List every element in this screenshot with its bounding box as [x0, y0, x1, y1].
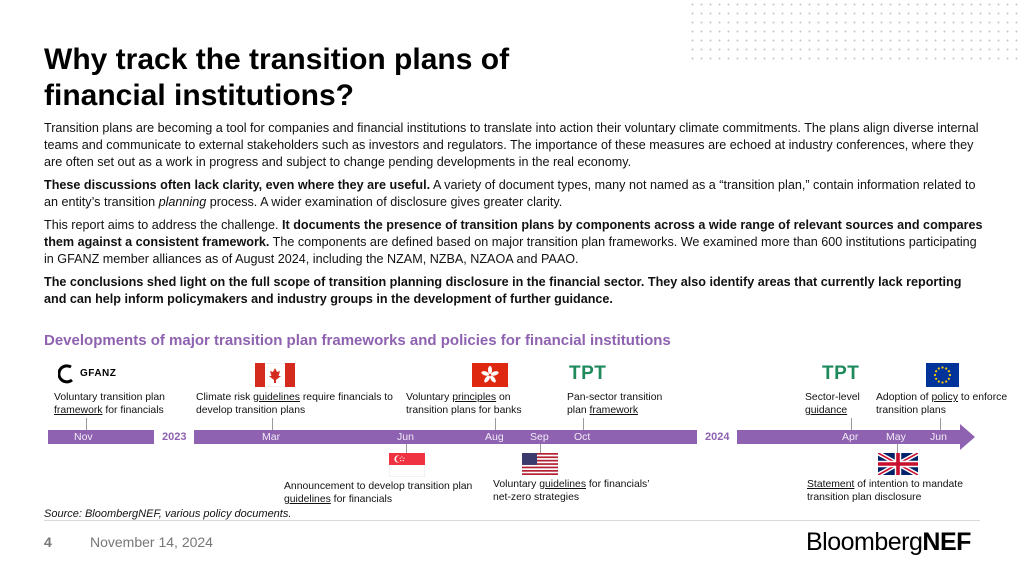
month-jun: Jun: [397, 431, 414, 443]
paragraph-3: [44, 217, 984, 268]
event-hong-kong: [406, 391, 541, 417]
event-singapore-text-a: Announcement to develop transition plan: [284, 481, 473, 492]
event-singapore-text-b: for financials: [330, 494, 393, 505]
month-aug: Aug: [485, 431, 504, 443]
event-gfanz-text-b: for financials: [102, 405, 164, 416]
paragraph-4: [44, 274, 984, 308]
bloombergnef-logo: [806, 528, 971, 557]
event-tpt-framework: [567, 391, 682, 417]
event-us-text-a: Voluntary: [493, 479, 540, 490]
eu-flag-icon: [926, 363, 959, 392]
tick-tpt-oct: [583, 418, 584, 430]
month-mar: Mar: [262, 431, 281, 443]
tick-canada: [272, 418, 273, 430]
brand-text-a: Bloomberg: [806, 528, 923, 556]
gfanz-logo: [58, 364, 118, 384]
event-us: [493, 478, 653, 504]
event-eu-link[interactable]: policy: [931, 392, 959, 403]
year-2023-label: 2023: [154, 429, 194, 445]
paragraph-3-text-b: The components are defined based on major transition plan frameworks. We examined more than 600 institutions participating in GFANZ member alliances as of August 2024, including the NZAM, NZBA, NZAOA and PAAO.: [44, 235, 977, 266]
gfanz-logo-text: GFANZ: [80, 368, 117, 379]
event-singapore: [284, 480, 474, 506]
tpt-logo-apr: TPT: [822, 363, 860, 384]
decorative-dot-grid: [688, 0, 1024, 64]
gfanz-ring-icon: [58, 364, 78, 384]
timeline-arrow-icon: [960, 424, 975, 450]
event-singapore-link[interactable]: guidelines: [284, 494, 331, 505]
event-uk-link[interactable]: Statement: [807, 479, 855, 490]
title-line-2: financial institutions?: [44, 79, 355, 112]
event-canada-text-a: Climate risk: [196, 392, 254, 403]
month-oct: Oct: [574, 431, 591, 443]
paragraph-2-text-b: process. A wider examination of disclosure gives greater clarity.: [206, 195, 563, 209]
event-tpt-framework-link[interactable]: framework: [589, 405, 639, 416]
event-hong-kong-text-b: on transition plans for banks: [406, 392, 522, 416]
event-eu-text-b: to enforce transition plans: [876, 392, 1008, 416]
event-uk: [807, 478, 997, 504]
us-flag-icon: [522, 453, 558, 480]
event-tpt-framework-text-a: Pan-sector transition plan: [567, 392, 663, 416]
event-hong-kong-text-a: Voluntary: [406, 392, 453, 403]
event-gfanz-text-a: Voluntary transition plan: [54, 392, 165, 403]
timeline-section-title: Developments of major transition plan frameworks and policies for financial institutions: [44, 332, 671, 349]
month-jun-2024: Jun: [930, 431, 947, 443]
event-canada: [196, 391, 396, 417]
month-may: May: [886, 431, 906, 443]
paragraph-3-bold: It documents the presence of transition plans by components across a wide range of relevant sources and compares them against a consistent framework.: [44, 218, 983, 249]
event-tpt-guidance-link[interactable]: guidance: [805, 405, 848, 416]
intro-text: [44, 120, 984, 314]
source-note: Source: BloombergNEF, various policy documents.: [44, 508, 292, 520]
tick-eu: [940, 418, 941, 430]
event-gfanz-link[interactable]: framework: [54, 405, 103, 416]
event-gfanz: [54, 391, 194, 417]
month-sep: Sep: [530, 431, 549, 443]
month-nov: Nov: [74, 431, 93, 443]
hong-kong-flag-icon: [472, 363, 508, 392]
event-hong-kong-link[interactable]: principles: [452, 392, 497, 403]
event-canada-link[interactable]: guidelines: [253, 392, 300, 403]
paragraph-3-text-a: This report aims to address the challenge.: [44, 218, 283, 232]
paragraph-1: [44, 120, 984, 171]
page-number: 4: [44, 534, 52, 550]
event-tpt-guidance: [805, 391, 875, 417]
tick-hong-kong: [495, 418, 496, 430]
title-line-1: Why track the transition plans of: [44, 43, 510, 76]
event-eu-text-a: Adoption of: [876, 392, 932, 403]
uk-flag-icon: [878, 453, 918, 480]
paragraph-2-italic: planning: [158, 195, 207, 209]
canada-flag-icon: [255, 363, 295, 392]
event-us-link[interactable]: guidelines: [539, 479, 587, 490]
paragraph-1-text: Transition plans are becoming a tool for companies and financial institutions to translate into action their voluntary climate commitments. The plans align diverse internal teams and communicate to external stakeholders such as investors and regulators. The importance of these measures are echoed at industry conferences, where they are often set out as a work in progress and subject to change pending developments in the real economy.: [44, 121, 979, 169]
tick-gfanz: [86, 418, 87, 430]
tpt-logo-oct: TPT: [569, 363, 607, 384]
singapore-flag-icon: [389, 453, 425, 482]
paragraph-4-bold: The conclusions shed light on the full scope of transition planning disclosure in the financial sector. They also identify areas that currently lack reporting and can help inform policymakers and industry groups in the development of further guidance.: [44, 275, 962, 306]
event-us-text-b: for financials’ net-zero strategies: [493, 479, 650, 503]
page-title: [44, 42, 644, 114]
paragraph-2-bold: These discussions often lack clarity, even where they are useful.: [44, 178, 431, 192]
month-apr: Apr: [842, 431, 859, 443]
event-tpt-guidance-text-a: Sector-level: [805, 392, 860, 403]
footer-divider: [44, 520, 980, 521]
tick-tpt-apr: [851, 418, 852, 430]
footer-date: November 14, 2024: [90, 534, 213, 550]
year-2024-label: 2024: [697, 429, 737, 445]
event-canada-text-b: require financials to develop transition plans: [196, 392, 393, 416]
event-uk-text-b: of intention to mandate transition plan disclosure: [807, 479, 963, 503]
brand-text-b: NEF: [922, 528, 971, 556]
paragraph-2: [44, 177, 984, 211]
event-eu: [876, 391, 1011, 417]
paragraph-2-text-a: A variety of document types, many not named as a “transition plan,” contain information related to an entity’s transition: [44, 178, 976, 209]
